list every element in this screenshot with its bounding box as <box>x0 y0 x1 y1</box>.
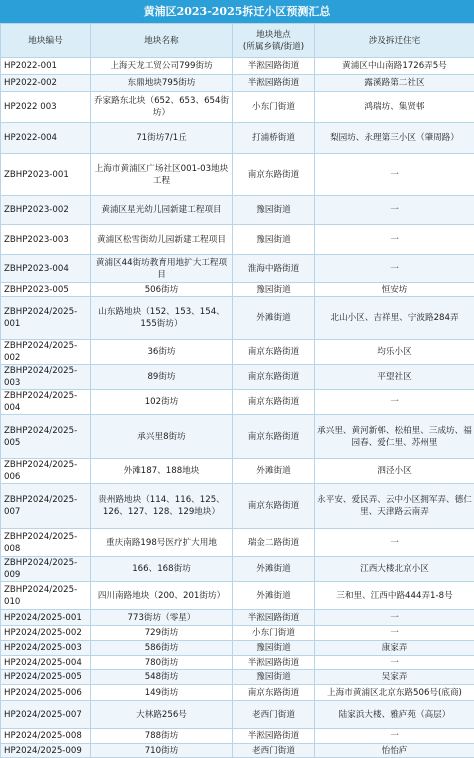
cell-plot-location: 豫园街道 <box>233 283 315 297</box>
cell-plot-code: ZBHP2023-005 <box>1 283 91 297</box>
cell-housing: 江西大楼北京小区 <box>315 557 474 582</box>
cell-plot-code: HP2024/2025-006 <box>1 685 91 701</box>
cell-plot-code: ZBHP2024/2025-008 <box>1 529 91 557</box>
header-plot-location: 地块地点 (所属乡镇/街道) <box>233 24 315 58</box>
cell-plot-code: ZBHP2024/2025-010 <box>1 582 91 610</box>
table-row <box>1 670 474 685</box>
cell-plot-location: 半淞园路街道 <box>233 75 315 92</box>
cell-housing: 一 <box>315 196 474 225</box>
table-body <box>1 58 474 758</box>
cell-plot-location: 外滩街道 <box>233 297 315 340</box>
table-row <box>1 390 474 415</box>
cell-plot-code: ZBHP2024/2025-009 <box>1 557 91 582</box>
table-row <box>1 744 474 758</box>
cell-plot-location: 半淞园路街道 <box>233 729 315 744</box>
cell-plot-code: HP2024/2025-001 <box>1 610 91 626</box>
table-row <box>1 626 474 641</box>
cell-plot-name: 710街坊 <box>91 744 233 758</box>
cell-plot-name: 149街坊 <box>91 685 233 701</box>
relocation-table <box>0 23 474 758</box>
table-row <box>1 459 474 484</box>
table-row <box>1 415 474 459</box>
cell-plot-code: HP2024/2025-007 <box>1 701 91 729</box>
cell-plot-name: 548街坊 <box>91 670 233 685</box>
cell-plot-location: 打浦桥街道 <box>233 123 315 154</box>
cell-plot-code: HP2024/2025-002 <box>1 626 91 641</box>
cell-plot-code: ZBHP2023-002 <box>1 196 91 225</box>
table-row <box>1 557 474 582</box>
cell-plot-code: ZBHP2024/2025-006 <box>1 459 91 484</box>
cell-plot-location: 小东门街道 <box>233 92 315 123</box>
cell-plot-location: 老西门街道 <box>233 744 315 758</box>
cell-plot-code: HP2024/2025-009 <box>1 744 91 758</box>
cell-housing: 吴家弄 <box>315 670 474 685</box>
cell-plot-name: 黄浦区星光幼儿园新建工程项目 <box>91 196 233 225</box>
cell-plot-code: ZBHP2024/2025-001 <box>1 297 91 340</box>
cell-plot-location: 外滩街道 <box>233 557 315 582</box>
table-row <box>1 283 474 297</box>
cell-plot-location: 南京东路街道 <box>233 685 315 701</box>
table-row <box>1 255 474 283</box>
cell-plot-code: HP2022-002 <box>1 75 91 92</box>
cell-housing: 一 <box>315 154 474 196</box>
cell-plot-name: 黄浦区松雪街幼儿园新建工程项目 <box>91 225 233 255</box>
cell-plot-location: 半淞园路街道 <box>233 58 315 75</box>
cell-housing: 恒安坊 <box>315 283 474 297</box>
cell-housing: 一 <box>315 390 474 415</box>
cell-plot-name: 506街坊 <box>91 283 233 297</box>
cell-housing: 一 <box>315 626 474 641</box>
cell-plot-name: 780街坊 <box>91 656 233 670</box>
cell-plot-location: 豫园街道 <box>233 225 315 255</box>
table-row <box>1 123 474 154</box>
table-header-row <box>1 24 474 58</box>
cell-housing: 露溪路第二社区 <box>315 75 474 92</box>
table-row <box>1 656 474 670</box>
cell-housing: 泗泾小区 <box>315 459 474 484</box>
cell-plot-name: 773街坊（零星） <box>91 610 233 626</box>
cell-housing: 一 <box>315 729 474 744</box>
cell-housing: 永平安、爱民弄、云中小区拥军弄、德仁里、天津路云南弄 <box>315 484 474 529</box>
cell-housing: 承兴里、黄河新邨、松柏里、三成坊、福园春、爱仁里、苏州里 <box>315 415 474 459</box>
table-row <box>1 225 474 255</box>
cell-plot-name: 外滩187、188地块 <box>91 459 233 484</box>
cell-plot-code: ZBHP2024/2025-007 <box>1 484 91 529</box>
table-row <box>1 340 474 365</box>
cell-housing: 怡怡庐 <box>315 744 474 758</box>
header-plot-code: 地块编号 <box>1 24 91 58</box>
table-row <box>1 701 474 729</box>
cell-plot-code: HP2024/2025-004 <box>1 656 91 670</box>
table-row <box>1 58 474 75</box>
cell-housing: 均乐小区 <box>315 340 474 365</box>
table-row <box>1 582 474 610</box>
cell-plot-location: 豫园街道 <box>233 641 315 656</box>
cell-plot-location: 小东门街道 <box>233 626 315 641</box>
cell-plot-location: 半淞园路街道 <box>233 610 315 626</box>
cell-housing: 一 <box>315 529 474 557</box>
table-row <box>1 196 474 225</box>
cell-plot-code: ZBHP2024/2025-004 <box>1 390 91 415</box>
cell-plot-location: 南京东路街道 <box>233 340 315 365</box>
cell-plot-name: 788街坊 <box>91 729 233 744</box>
cell-plot-code: ZBHP2023-003 <box>1 225 91 255</box>
cell-housing: 黄浦区中山南路1726弄5号 <box>315 58 474 75</box>
cell-plot-code: HP2022-001 <box>1 58 91 75</box>
cell-plot-name: 四川南路地块（200、201街坊） <box>91 582 233 610</box>
cell-plot-name: 102街坊 <box>91 390 233 415</box>
cell-plot-location: 南京东路街道 <box>233 484 315 529</box>
cell-plot-code: ZBHP2024/2025-005 <box>1 415 91 459</box>
table-row <box>1 641 474 656</box>
cell-plot-name: 586街坊 <box>91 641 233 656</box>
cell-housing: 梨园坊、永理第三小区（肇周路） <box>315 123 474 154</box>
table-row <box>1 484 474 529</box>
cell-plot-name: 重庆南路198号医疗扩大用地 <box>91 529 233 557</box>
cell-housing: 鸿瑞坊、集贤邨 <box>315 92 474 123</box>
cell-plot-location: 南京东路街道 <box>233 365 315 390</box>
cell-plot-code: ZBHP2024/2025-003 <box>1 365 91 390</box>
cell-plot-location: 豫园街道 <box>233 670 315 685</box>
table-row <box>1 92 474 123</box>
cell-plot-location: 南京东路街道 <box>233 390 315 415</box>
cell-plot-name: 36街坊 <box>91 340 233 365</box>
table-row <box>1 154 474 196</box>
cell-plot-name: 黄浦区44街坊教育用地扩大工程项目 <box>91 255 233 283</box>
cell-plot-name: 乔家路东北块（652、653、654街坊） <box>91 92 233 123</box>
cell-plot-code: HP2022 003 <box>1 92 91 123</box>
cell-plot-code: HP2024/2025-008 <box>1 729 91 744</box>
cell-housing: 陆家浜大楼、雅庐苑（高层） <box>315 701 474 729</box>
cell-plot-location: 淮海中路街道 <box>233 255 315 283</box>
cell-plot-name: 东鼎地块795街坊 <box>91 75 233 92</box>
cell-plot-name: 承兴里8街坊 <box>91 415 233 459</box>
cell-plot-name: 大林路256号 <box>91 701 233 729</box>
table-row <box>1 75 474 92</box>
cell-housing: 康家弄 <box>315 641 474 656</box>
cell-plot-code: ZBHP2023-004 <box>1 255 91 283</box>
page-title: 黄浦区2023-2025拆迁小区预测汇总 <box>0 0 474 23</box>
header-housing: 涉及拆迁住宅 <box>315 24 474 58</box>
cell-housing: 一 <box>315 225 474 255</box>
cell-plot-location: 瑞金二路街道 <box>233 529 315 557</box>
header-plot-name: 地块名称 <box>91 24 233 58</box>
table-row <box>1 297 474 340</box>
cell-housing: 一 <box>315 656 474 670</box>
cell-plot-code: ZBHP2024/2025-002 <box>1 340 91 365</box>
cell-plot-name: 上海市黄浦区广场社区001-03地块工程 <box>91 154 233 196</box>
cell-housing: 平望社区 <box>315 365 474 390</box>
cell-plot-name: 166、168街坊 <box>91 557 233 582</box>
cell-plot-code: HP2024/2025-005 <box>1 670 91 685</box>
cell-plot-name: 729街坊 <box>91 626 233 641</box>
cell-housing: 三和里、江西中路444弄1-8号 <box>315 582 474 610</box>
table-row <box>1 365 474 390</box>
cell-housing: 一 <box>315 255 474 283</box>
cell-plot-location: 半淞园路街道 <box>233 656 315 670</box>
cell-housing: 上海市黄浦区北京东路506号(底商) <box>315 685 474 701</box>
cell-plot-name: 71街坊7/1丘 <box>91 123 233 154</box>
cell-plot-location: 外滩街道 <box>233 459 315 484</box>
cell-plot-location: 豫园街道 <box>233 196 315 225</box>
cell-housing: 一 <box>315 610 474 626</box>
cell-housing: 北山小区、吉祥里、宁波路284弄 <box>315 297 474 340</box>
cell-plot-location: 老西门街道 <box>233 701 315 729</box>
cell-plot-name: 山东路地块（152、153、154、155街坊） <box>91 297 233 340</box>
cell-plot-code: HP2022-004 <box>1 123 91 154</box>
table-row <box>1 610 474 626</box>
cell-plot-code: HP2024/2025-003 <box>1 641 91 656</box>
table-row <box>1 685 474 701</box>
cell-plot-name: 贵州路地块（114、116、125、126、127、128、129地块） <box>91 484 233 529</box>
cell-plot-location: 外滩街道 <box>233 582 315 610</box>
cell-plot-code: ZBHP2023-001 <box>1 154 91 196</box>
table-row <box>1 529 474 557</box>
cell-plot-name: 上海天龙工贸公司799街坊 <box>91 58 233 75</box>
cell-plot-name: 89街坊 <box>91 365 233 390</box>
cell-plot-location: 南京东路街道 <box>233 154 315 196</box>
table-row <box>1 729 474 744</box>
cell-plot-location: 南京东路街道 <box>233 415 315 459</box>
